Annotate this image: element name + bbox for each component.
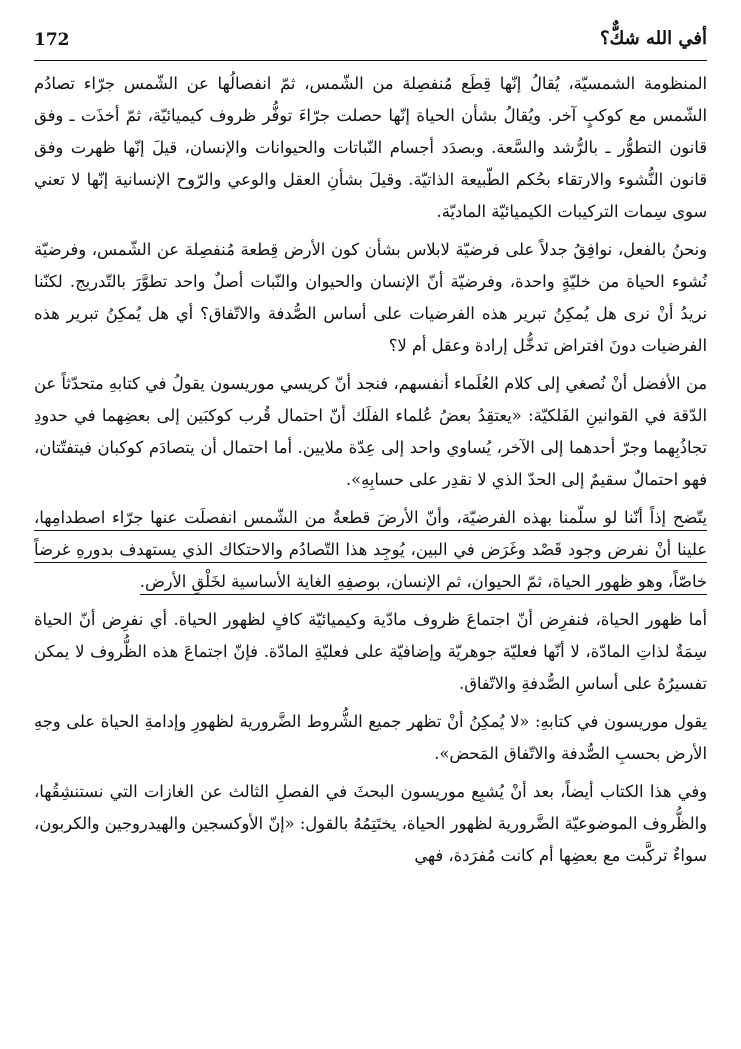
paragraph-7: وفي هذا الكتاب أيضاً، بعد أنْ يُشبِع موريسون البحثَ في الفصلِ الثالث عن الغازات التي نستنشِقُها، والظُّروف الموضوعيّة الضَّرورية لظهور الحياة، يختَتِمُهُ بالقول: «إنّ الأوكسجين والهيدروجين والكربون، سواءٌ تركَّبت مع بعضِها أم كانت مُفرَدة، فهي	[34, 782, 707, 865]
running-title: أفي الله شكٌّ؟	[599, 28, 707, 49]
page-header	[34, 24, 707, 61]
paragraph-4-underlined	[34, 502, 707, 598]
page-number: 172	[34, 30, 70, 50]
paragraph-5: أما ظهور الحياة، فنفرِض أنّ اجتماعَ ظروف مادّية وكيميائيّة كافٍ لظهور الحياة. أي نفرِض أنّ الحياة سِمَةٌ لذاتِ المادّة، لا أنّها فعليّة جوهريّة وإضافيّة على فعليّةِ المادّة. فإنّ اجتماعَ هذه الظُّروف لا يمكن تفسيرُهُ على أساسِ الصُّدفةِ والاتّفاق.	[34, 610, 707, 693]
underlined-passage: يتّضح إذاً أنّنا لو سلّمنا بهذه الفرضيّة، وأنّ الأرضَ قطعةٌ من الشّمس انفصلَت عنها جرّاء اصطدامِها، علينا أنْ نفرض وجود قَصْد وغَرَض في البين، يُوجِد هذا التّصادُم والاحتكاك الذي يستهدف بدورهِ غرضاً خاصّاً، وهو ظهور الحياة، ثمّ الحيوان، ثم الإنسان، بوصفِهِ الغاية الأساسية لخَلْقِ الأرض.	[34, 508, 707, 595]
paragraph-3: من الأفضل أنْ نُصغي إلى كلام العُلَماء أنفسهم، فنجد أنّ كريسي موريسون يقولُ في كتابهِ متحدّثاً عن الدّقة في القوانينِ الفَلكيّة: «يعتقِدُ بعضُ عُلماء الفلَك أنّ احتمال قُرب كوكبَين إلى بعضِهما في حدودِ تجاذُبِهما وجرّ أحدهما إلى الآخر، يُساوي واحد إلى عِدّة ملايين. أما احتمال أن يتصادَم كوكبان فيتفتّتان، فهو احتمالٌ سقيمٌ إلى الحدّ الذي لا نقدِر على حسابِهِ».	[34, 374, 707, 489]
paragraph-1: المنظومة الشمسيّة، يُقالُ إنّها قِطَع مُنفصِلة من الشّمس، ثمّ انفصالُها عن الشّمس جرّاء تصادُم الشّمس مع كوكبٍ آخر. ويُقالُ بشأن الحياة إنّها حصلت جرّاءَ توفُّر ظروف كيميائيّة، ثمّ أخذَت ـ وفق قانون التطوُّر ـ بالرُّشد والسَّعة. وبصدَد أجسام النّباتات والحيوانات والإنسان، قيلَ إنّها ظهرت وفق قانون النُّشوء والارتقاء بحُكم الطّبيعة الذاتيّة. وقيلَ بشأنِ العقل والوعي والرّوح الإنسانية إنّها لا تعني سوى سِمات التركيبات الكيميائيّة الماديّة.	[34, 74, 707, 221]
paragraph-6: يقول موريسون في كتابهِ: «لا يُمكِنُ أنْ تظهر جميع الشُّروط الضَّرورية لظهورِ وإدامةِ الحياة على وجهِ الأرض بحسبِ الصُّدفة والاتّفاق المَحض».	[34, 712, 707, 763]
body-text	[34, 68, 707, 1043]
paragraph-2: ونحنُ بالفعل، نوافِقُ جدلاً على فرضيّة لابلاس بشأن كون الأرض قِطعة مُنفصِلة عن الشّمس، وفرضيّة نُشوء الحياة من خليّةٍ واحدة، وفرضيّة أنّ الإنسان والحيوان والنّبات أصلٌ واحد تطوَّرَ بالتّدريج. لكنّنا نريدُ أنْ نرى هل يُمكِنُ تبرير هذه الفرضيات على أساس الصُّدفة والاتّفاق؟ أي هل يُمكِنُ تبرير هذه الفرضيات دونَ افتراض تدخُّل إرادة وعقل أم لا؟	[34, 240, 707, 355]
